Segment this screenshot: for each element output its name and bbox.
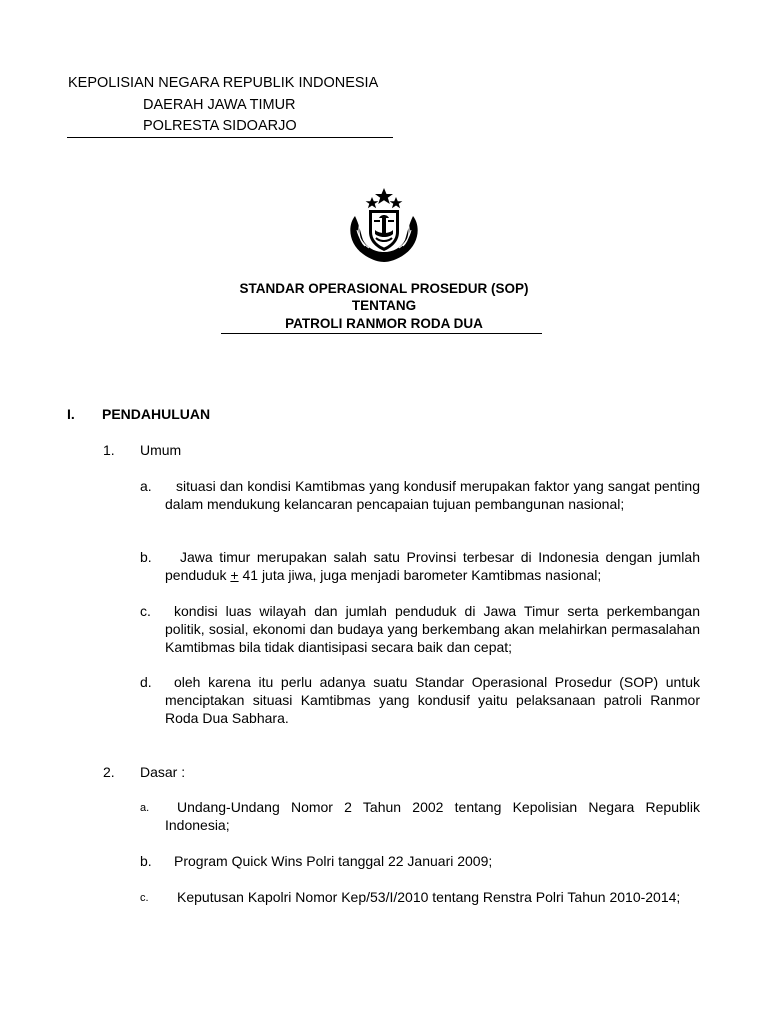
title-underline xyxy=(221,333,542,334)
plus-minus-symbol: + xyxy=(230,567,239,583)
list-item-label: b. xyxy=(140,853,152,869)
list-item-text: oleh karena itu perlu adanya suatu Standar Operasional Prosedur (SOP) untuk menciptakan situasi Kamtibmas yang kondusif yaitu pelaksanaan patroli Ranmor Roda Dua Sabhara. xyxy=(165,674,700,726)
doc-title-line3: PATROLI RANMOR RODA DUA xyxy=(285,316,483,331)
header-divider xyxy=(67,137,393,138)
doc-title-line2: TENTANG xyxy=(351,298,417,313)
list-item-text: Keputusan Kapolri Nomor Kep/53/I/2010 tentang Renstra Polri Tahun 2010-2014; xyxy=(177,889,681,905)
list-item-text: Jawa timur merupakan salah satu Provinsi terbesar di Indonesia dengan jumlah penduduk + 41 juta jiwa, juga menjadi barometer Kamtibmas nasional; xyxy=(165,549,700,583)
list-item-text: situasi dan kondisi Kamtibmas yang kondusif merupakan faktor yang sangat penting dalam mendukung kelancaran pencapaian tujuan pembangunan nasional; xyxy=(165,478,700,512)
header-institution: KEPOLISIAN NEGARA REPUBLIK INDONESIA xyxy=(68,75,379,91)
list-item-label: c. xyxy=(140,603,151,619)
header-region: DAERAH JAWA TIMUR xyxy=(143,97,296,113)
subsection-heading: Dasar : xyxy=(140,764,186,780)
subsection-number: 2. xyxy=(103,764,115,780)
list-item-label: b. xyxy=(140,549,152,565)
subsection-heading: Umum xyxy=(140,442,182,458)
doc-title-line1: STANDAR OPERASIONAL PROSEDUR (SOP) xyxy=(239,281,529,296)
section-heading: PENDAHULUAN xyxy=(102,406,211,422)
list-item-label: c. xyxy=(140,892,149,904)
police-emblem xyxy=(343,186,425,264)
list-item-label: a. xyxy=(140,802,150,814)
list-item-text: Program Quick Wins Polri tanggal 22 Januari 2009; xyxy=(174,853,493,869)
list-item-text: kondisi luas wilayah dan jumlah penduduk di Jawa Timur serta perkembangan politik, sosial, ekonomi dan budaya yang berkembang akan melahirkan permasalahan Kamtibmas bila tidak diantisipasi secara baik dan cepat; xyxy=(165,603,700,655)
list-item-label: a. xyxy=(140,478,152,494)
section-number: I. xyxy=(67,406,75,422)
list-item-label: d. xyxy=(140,674,152,690)
subsection-number: 1. xyxy=(103,442,115,458)
header-unit: POLRESTA SIDOARJO xyxy=(143,118,297,134)
list-item-text: Undang-Undang Nomor 2 Tahun 2002 tentang Kepolisian Negara Republik Indonesia; xyxy=(165,799,700,833)
